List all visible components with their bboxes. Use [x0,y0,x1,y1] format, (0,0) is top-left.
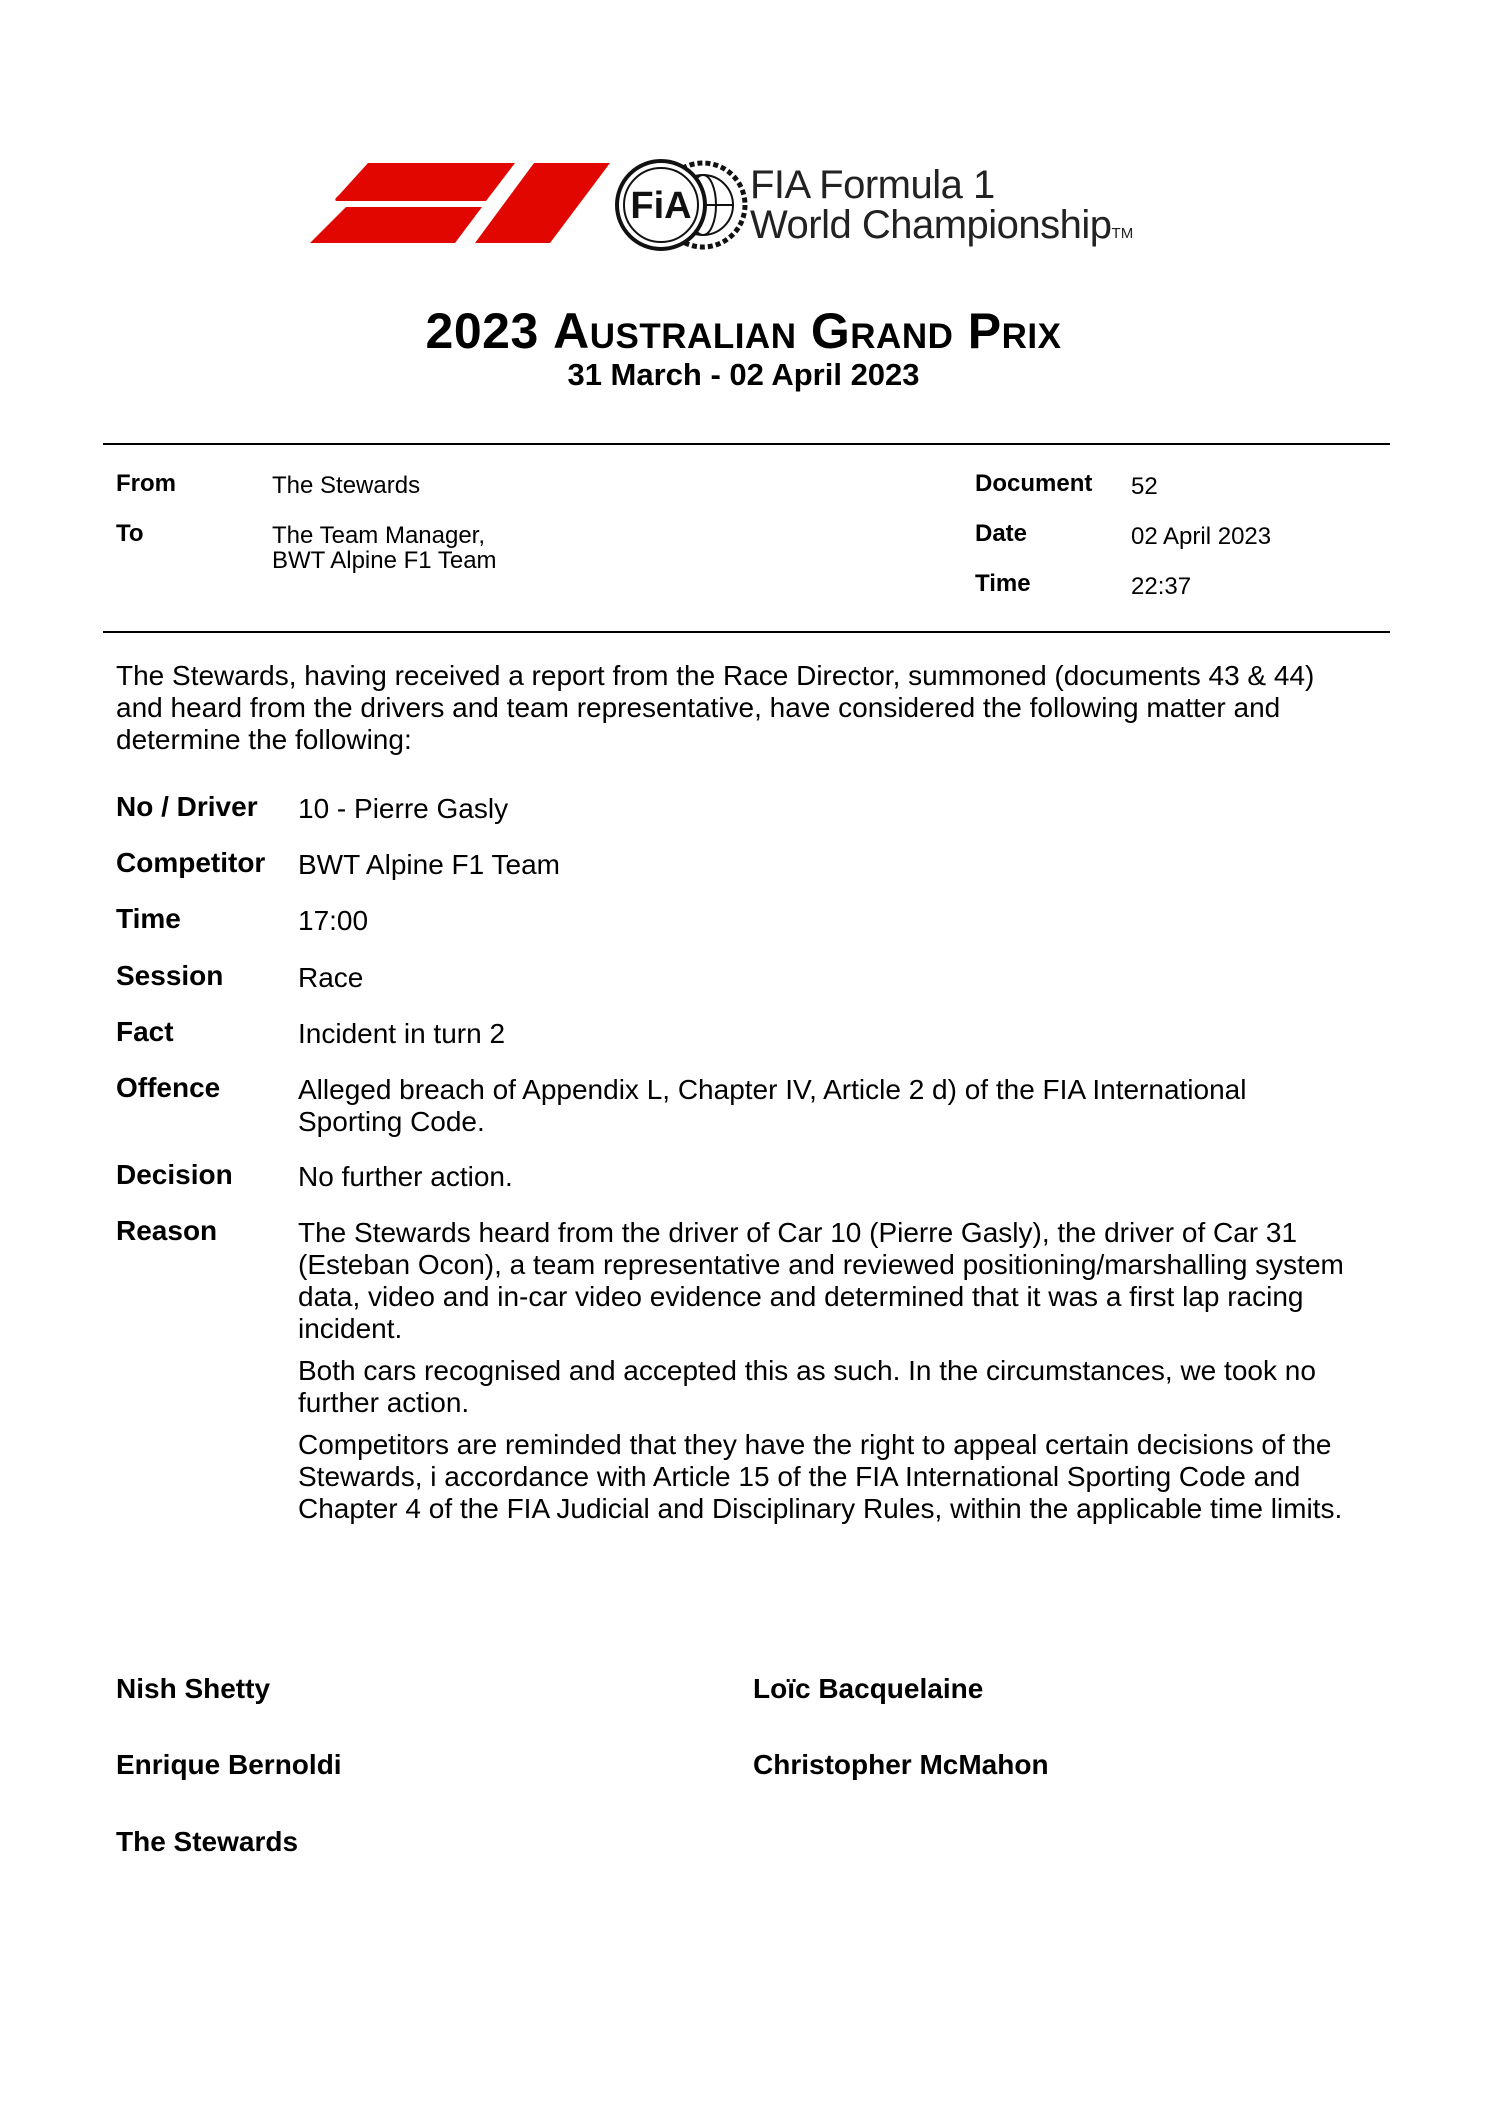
f1-logo [310,163,610,243]
reason-label: Reason [116,1215,218,1246]
intro-paragraph: The Stewards, having received a report from the Race Director, summoned (documents 43 & 44) and heard from the drivers and team representative, have considered the following matter and determine the following: [116,660,1315,755]
to-value-line2: BWT Alpine F1 Team [272,547,497,574]
steward-name: Loïc Bacquelaine [753,1673,984,1704]
event-dates: 31 March - 02 April 2023 [567,357,920,392]
header-logo [310,155,1210,255]
reason-paragraph-3: Competitors are reminded that they have the right to appeal certain decisions of the Stewards, i accordance with Article 15 of the FIA International Sporting Code and Chapter 4 of the FIA Judicial and Disciplinary Rules, within the applicable time limits. [298,1429,1343,1524]
offence-value: Alleged breach of Appendix L, Chapter IV, Article 2 d) of the FIA International Sporting Code. [298,1074,1247,1137]
to-value-line1: The Team Manager, [272,522,486,549]
decision-label: Decision [116,1159,233,1190]
steward-name: Nish Shetty [116,1673,271,1704]
incident-time-value: 17:00 [298,905,369,936]
competitor-value: BWT Alpine F1 Team [298,849,560,880]
wordmark-line2: World Championship [750,203,1112,247]
driver-label: No / Driver [116,791,258,822]
header-divider-bottom [103,631,1390,633]
trademark-symbol: TM [1111,225,1134,242]
fact-value: Incident in turn 2 [298,1018,506,1049]
document-number: 52 [1131,473,1158,500]
fia-emblem [613,155,751,255]
driver-value: 10 - Pierre Gasly [298,793,509,824]
offence-label: Offence [116,1072,221,1103]
event-name: Australian Grand Prix [553,303,1062,359]
incident-time-label: Time [116,903,181,934]
decision-value: No further action. [298,1161,513,1192]
from-label: From [116,470,176,497]
session-label: Session [116,960,224,991]
f1-logo-stripe-bottom [310,207,482,243]
steward-name: Enrique Bernoldi [116,1749,342,1780]
reason-paragraph-1: The Stewards heard from the driver of Car 10 (Pierre Gasly), the driver of Car 31 (Esteban Ocon), a team representative and reviewed positioning/marshalling system data, video and in-car video evidence and determined that it was a first lap racing incident. [298,1217,1344,1344]
time-label: Time [975,570,1031,597]
svg-text:FiA: FiA [630,185,692,227]
wordmark-line1: FIA Formula 1 [750,163,995,207]
reason-text [298,1217,1378,1525]
from-value: The Stewards [272,472,421,499]
date-label: Date [975,520,1028,547]
to-label: To [116,520,144,547]
event-year: 2023 [425,303,539,359]
championship-wordmark [750,165,1133,254]
competitor-label: Competitor [116,847,266,878]
header-divider-top [103,443,1390,445]
f1-logo-stripe-top [335,163,515,201]
time-value: 22:37 [1131,573,1192,600]
fact-label: Fact [116,1016,174,1047]
date-value: 02 April 2023 [1131,523,1272,550]
steward-name: Christopher McMahon [753,1749,1049,1780]
signoff-title: The Stewards [116,1826,299,1857]
document-label: Document [975,470,1093,497]
reason-paragraph-2: Both cars recognised and accepted this as such. In the circumstances, we took no further action. [298,1355,1316,1418]
session-value: Race [298,962,364,993]
event-title [0,302,1487,360]
